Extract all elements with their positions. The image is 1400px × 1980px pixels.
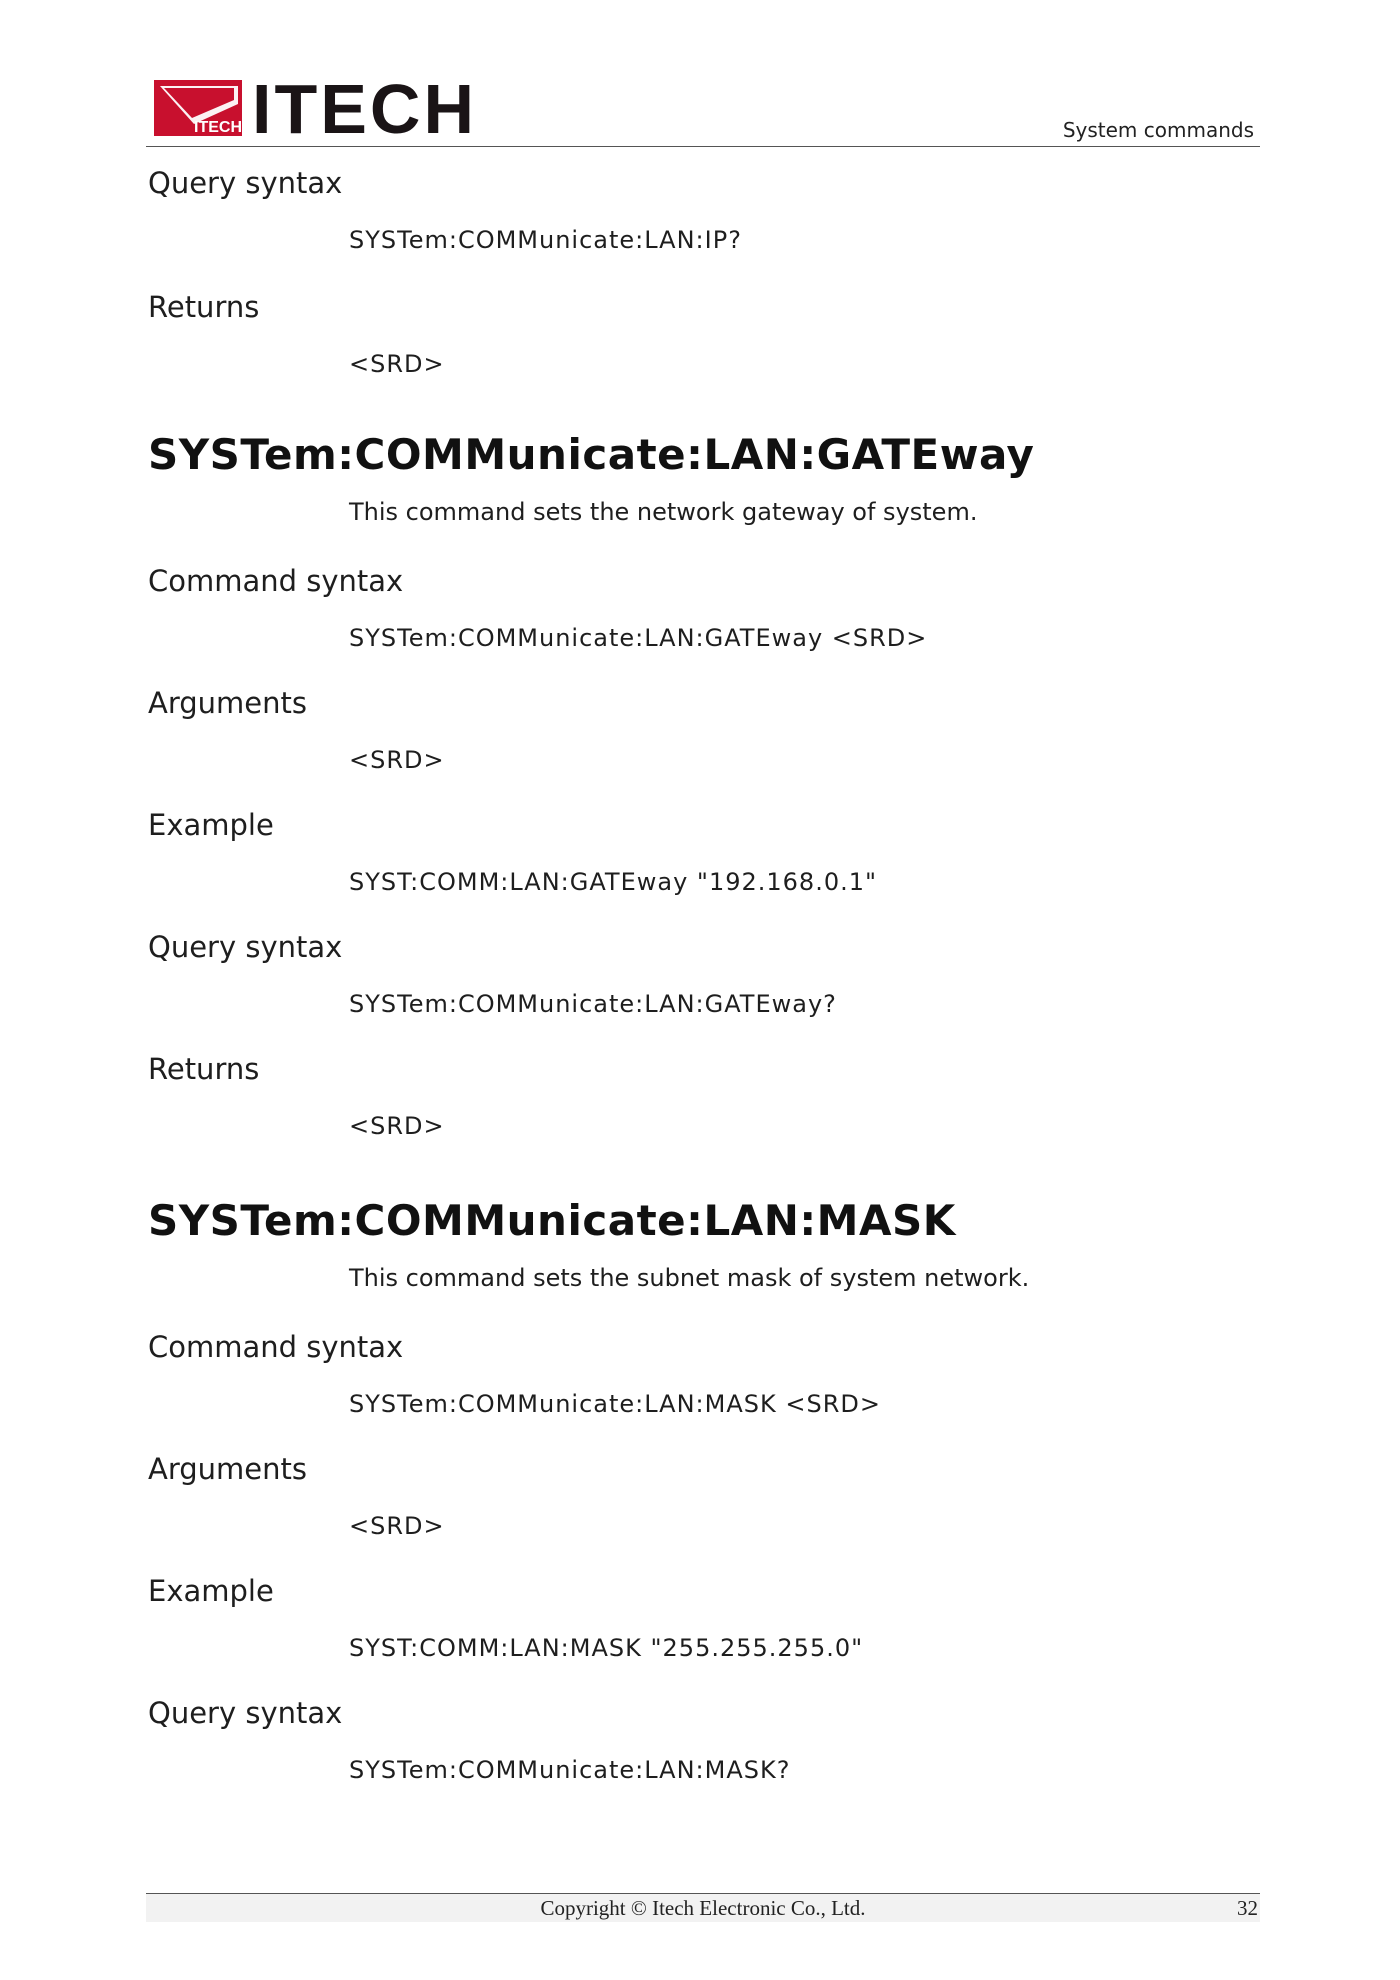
gateway-query-label: Query syntax — [148, 930, 343, 964]
page-header — [146, 70, 1260, 148]
returns-label: Returns — [148, 290, 260, 324]
itech-logo — [154, 70, 494, 148]
mask-description: This command sets the subnet mask of system network. — [349, 1264, 1030, 1292]
section-title: System commands — [1062, 118, 1254, 142]
gateway-returns-value: <SRD> — [349, 1112, 445, 1140]
gateway-example-label: Example — [148, 808, 274, 842]
logo-wordmark: ITECH — [252, 70, 477, 148]
mask-query-label: Query syntax — [148, 1696, 343, 1730]
gateway-arguments-value: <SRD> — [349, 746, 445, 774]
logo-badge-text: ITECH — [194, 119, 242, 136]
copyright-text: Copyright © Itech Electronic Co., Ltd. — [540, 1896, 866, 1920]
mask-heading: SYSTem:COMMunicate:LAN:MASK — [148, 1196, 956, 1245]
query-syntax-label: Query syntax — [148, 166, 343, 200]
gateway-arguments-label: Arguments — [148, 686, 307, 720]
query-syntax-value: SYSTem:COMMunicate:LAN:IP? — [349, 226, 742, 254]
page-footer — [146, 1893, 1260, 1922]
mask-command-value: SYSTem:COMMunicate:LAN:MASK <SRD> — [349, 1390, 881, 1418]
gateway-returns-label: Returns — [148, 1052, 260, 1086]
mask-example-value: SYST:COMM:LAN:MASK "255.255.255.0" — [349, 1634, 864, 1662]
gateway-command-value: SYSTem:COMMunicate:LAN:GATEway <SRD> — [349, 624, 928, 652]
itech-logo-badge-icon — [154, 78, 244, 138]
mask-query-value: SYSTem:COMMunicate:LAN:MASK? — [349, 1756, 791, 1784]
gateway-command-label: Command syntax — [148, 564, 404, 598]
gateway-example-value: SYST:COMM:LAN:GATEway "192.168.0.1" — [349, 868, 878, 896]
page-number: 32 — [1237, 1896, 1258, 1920]
gateway-heading: SYSTem:COMMunicate:LAN:GATEway — [148, 430, 1035, 479]
mask-arguments-label: Arguments — [148, 1452, 307, 1486]
returns-value: <SRD> — [349, 350, 445, 378]
gateway-description: This command sets the network gateway of system. — [349, 498, 978, 526]
mask-command-label: Command syntax — [148, 1330, 404, 1364]
mask-arguments-value: <SRD> — [349, 1512, 445, 1540]
mask-example-label: Example — [148, 1574, 274, 1608]
gateway-query-value: SYSTem:COMMunicate:LAN:GATEway? — [349, 990, 837, 1018]
